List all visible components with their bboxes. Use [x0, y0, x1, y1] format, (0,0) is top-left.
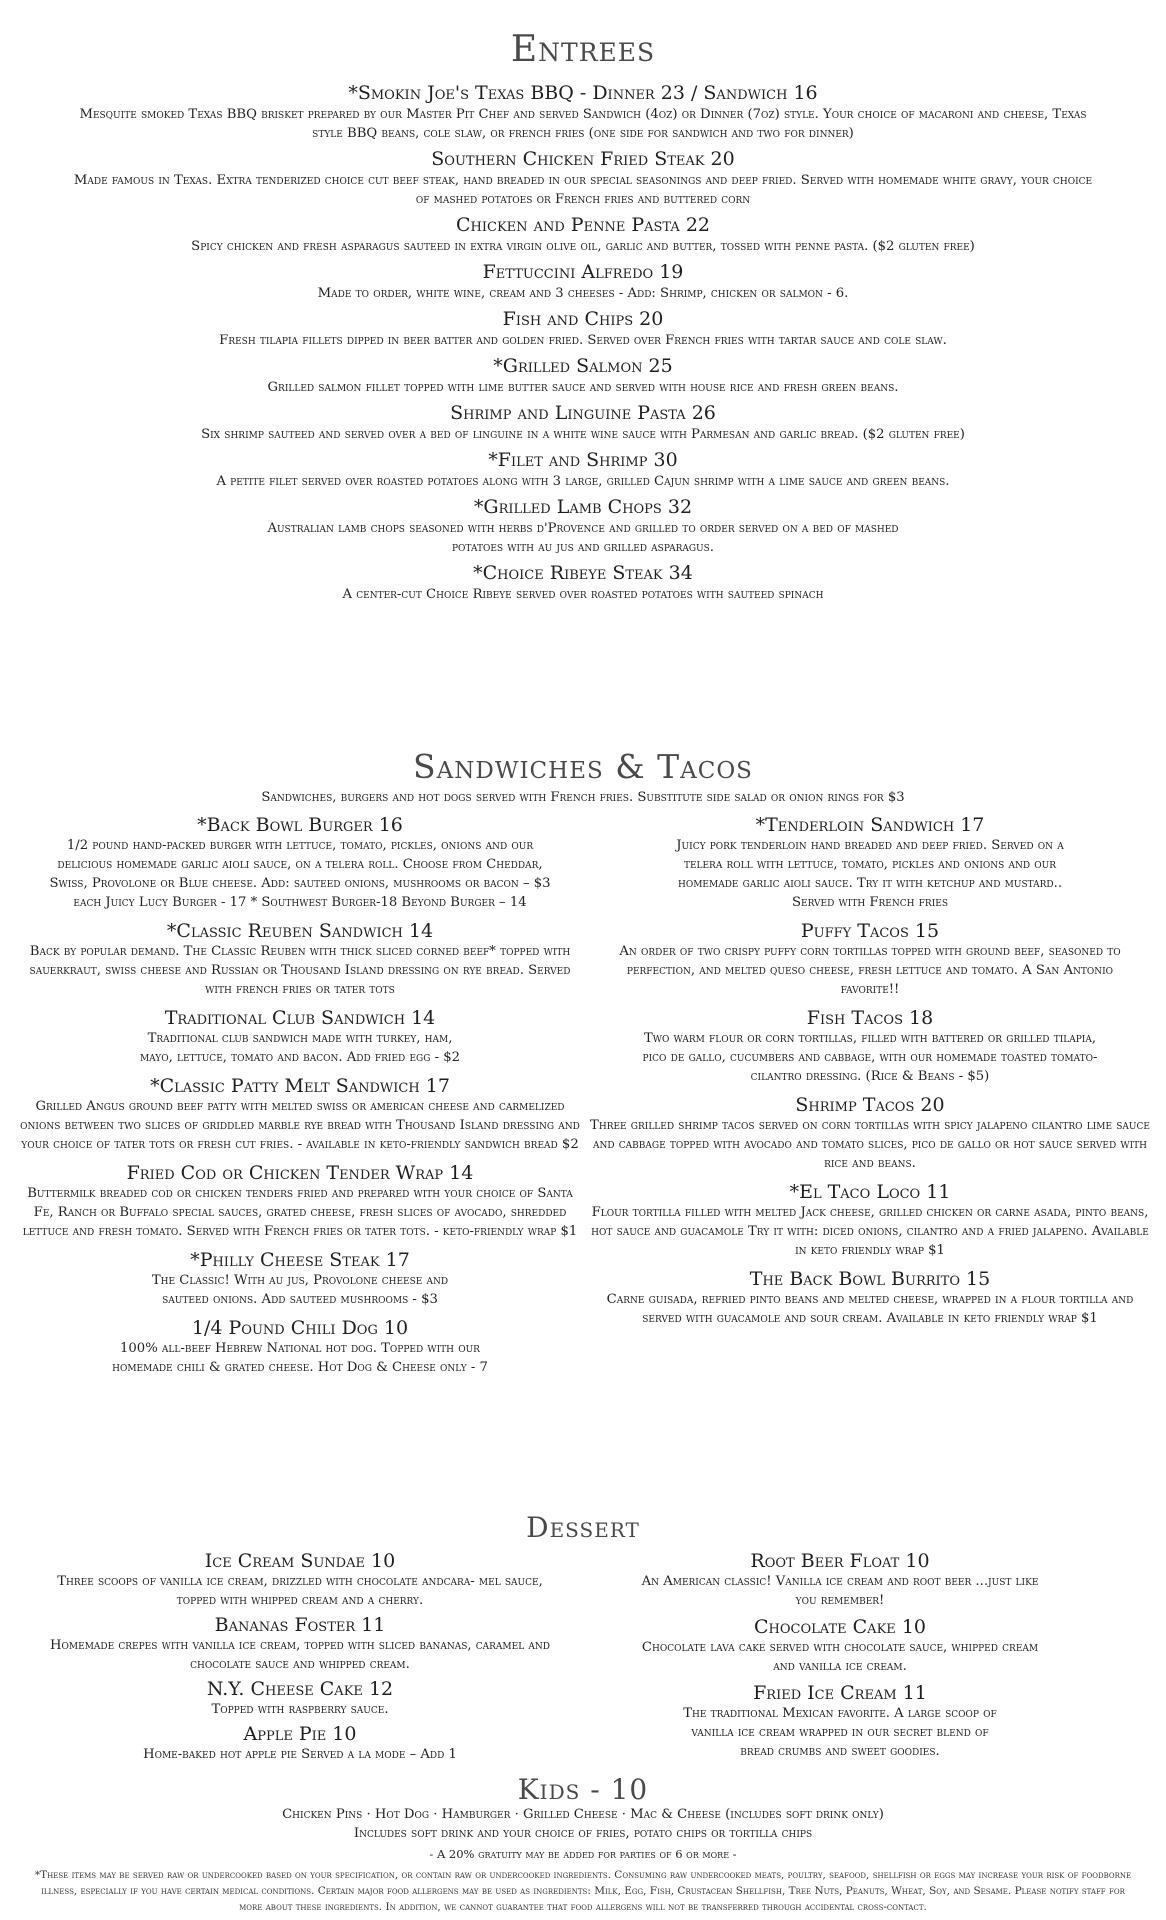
sandwiches-subtitle: Sandwiches, burgers and hot dogs served with French fries. Substitute side salad or onion rings for $3 [261, 790, 905, 805]
item-title: Root Beer Float 10 [750, 1550, 930, 1572]
menu-item [590, 814, 1150, 912]
menu-item [70, 261, 1096, 303]
item-description: Australian lamb chops seasoned with herbs d'Provence and grilled to order served on a bed of mashed potatoes with au jus and grilled asparagus. [267, 521, 899, 555]
menu-item [20, 1007, 580, 1067]
sandwiches-heading: Sandwiches & Tacos [413, 747, 753, 786]
item-description: Three scoops of vanilla ice cream, drizzled with chocolate andcara- mel sauce, topped with whipped cream and a cherry. [57, 1574, 543, 1608]
item-description: Three grilled shrimp tacos served on corn tortillas with spicy jalapeno cilantro lime sauce and cabbage topped with avocado and tomato slices, pico de gallo or hot sauce served with rice and beans. [590, 1118, 1150, 1171]
item-description: Traditional club sandwich made with turkey, ham, mayo, lettuce, tomato and bacon. Add fried egg - $2 [139, 1031, 461, 1065]
item-title: Fried Cod or Chicken Tender Wrap 14 [126, 1162, 474, 1184]
item-title: Puffy Tacos 15 [800, 920, 940, 942]
item-title: Fettuccini Alfredo 19 [482, 261, 684, 283]
menu-item [250, 496, 916, 557]
item-description: Two warm flour or corn tortillas, filled with battered or grilled tilapia, pico de gallo, cucumbers and cabbage, with our homemade toasted tomato-cilantro dressing. (Rice & Beans - $5) [642, 1031, 1098, 1084]
dessert-right-column [640, 1550, 1040, 1767]
item-description: Grilled Angus ground beef patty with melted swiss or american cheese and carmelized onions between two slices of griddled marble rye bread with Thousand Island dressing and your choice of tater tots or fresh cut fries. - available in keto-friendly sandwich bread $2 [20, 1099, 580, 1152]
item-title: *Choice Ribeye Steak 34 [473, 562, 693, 584]
item-title: Traditional Club Sandwich 14 [164, 1007, 436, 1029]
sandwiches-right-column [590, 814, 1150, 1336]
item-title: *Filet and Shrimp 30 [488, 449, 678, 471]
allergen-disclaimer: *These items may be served raw or undercooked based on your specification, or contain raw or undercooked ingredients. Consuming raw undercooked meats, poultry, seafood, shellfish or eggs may increase your risk of foodborne illness, especially if you have certain medical conditions. Certain major food allergens may be used as ingredients: Milk, Egg, Fish, Crustacean Shellfish, Tree Nuts, Peanuts, Wheat, Soy, and Sesame. Please notify staff for more about these ingredients. In addition, we cannot guarantee that food allergens will not be transferred through accidental cross-contact. [34, 1869, 1132, 1913]
menu-item [590, 1094, 1150, 1173]
item-description: An American classic! Vanilla ice cream and root beer ...just like you remember! [641, 1574, 1039, 1608]
item-description: Fresh tilapia fillets dipped in beer batter and golden fried. Served over French fries with tartar sauce and cole slaw. [219, 333, 947, 348]
menu-item [640, 1550, 1040, 1610]
item-title: *Classic Patty Melt Sandwich 17 [150, 1075, 450, 1097]
kids-section [0, 1775, 1166, 1864]
menu-item [20, 814, 580, 912]
menu-item [70, 562, 1096, 604]
item-title: 1/4 Pound Chili Dog 10 [191, 1317, 409, 1339]
menu-item [590, 920, 1150, 999]
item-description: A petite filet served over roasted potatoes along with 3 large, grilled Cajun shrimp with a lime sauce and green beans. [216, 474, 950, 489]
menu-item [640, 1682, 1040, 1761]
entrees-heading: Entrees [510, 29, 656, 70]
item-description: Flour tortilla filled with melted Jack cheese, grilled chicken or carne asada, pinto beans, hot sauce and guacamole Try it with: diced onions, cilantro and a fried jalapeno. Available in keto friendly wrap $1 [591, 1205, 1149, 1258]
item-title: Southern Chicken Fried Steak 20 [431, 148, 735, 170]
kids-includes: Includes soft drink and your choice of fries, potato chips or tortilla chips [353, 1826, 813, 1841]
menu-item [70, 82, 1096, 143]
menu-item [590, 1268, 1150, 1328]
item-title: *Tenderloin Sandwich 17 [755, 814, 985, 836]
item-description: Topped with raspberry sauce. [211, 1702, 389, 1717]
menu-item [50, 1678, 550, 1719]
item-description: Mesquite smoked Texas BBQ brisket prepared by our Master Pit Chef and served Sandwich (4oz) or Dinner (7oz) style. Your choice of macaroni and cheese, Texas style BBQ beans, cole slaw, or french fries (one side for sandwich and two for dinner) [79, 107, 1087, 141]
item-title: *Back Bowl Burger 16 [197, 814, 403, 836]
menu-item [70, 308, 1096, 350]
menu-item [50, 1614, 550, 1674]
item-description: Made famous in Texas. Extra tenderized choice cut beef steak, hand breaded in our special seasonings and deep fried. Served with homemade white gravy, your choice of mashed potatoes or French fries and buttered corn [73, 173, 1093, 207]
entrees-section [0, 30, 1166, 609]
item-title: Chocolate Cake 10 [754, 1616, 926, 1638]
item-description: An order of two crispy puffy corn tortillas topped with ground beef, seasoned to perfection, and melted queso cheese, fresh lettuce and tomato. A San Antonio favorite!! [619, 944, 1121, 997]
item-title: *Philly Cheese Steak 17 [190, 1249, 410, 1271]
item-title: Shrimp Tacos 20 [795, 1094, 945, 1116]
item-title: Fish and Chips 20 [502, 308, 664, 330]
menu-item [70, 355, 1096, 397]
menu-item [50, 1723, 550, 1764]
menu-item [70, 449, 1096, 491]
dessert-left-column [50, 1550, 550, 1768]
item-description: Grilled salmon fillet topped with lime butter sauce and served with house rice and fresh green beans. [267, 380, 899, 395]
item-description: Buttermilk breaded cod or chicken tenders fried and prepared with your choice of Santa Fe, Ranch or Buffalo special sauces, grated cheese, fresh slices of avocado, shredded lettuce and fresh tomato. Served with French fries or tater tots. - keto-friendly wrap $1 [22, 1186, 578, 1239]
kids-items: Chicken Pins · Hot Dog · Hamburger · Grilled Cheese · Mac & Cheese (includes soft drink only) [282, 1807, 884, 1822]
item-description: 100% all-beef Hebrew National hot dog. Topped with our homemade chili & grated cheese. Hot Dog & Cheese only - 7 [112, 1341, 488, 1375]
item-title: Ice Cream Sundae 10 [204, 1550, 396, 1572]
item-description: The Classic! With au jus, Provolone cheese and sauteed onions. Add sauteed mushrooms - $3 [151, 1273, 449, 1307]
sandwiches-tacos-section [0, 747, 1166, 1375]
item-description: Home-baked hot apple pie Served a la mode – Add 1 [143, 1747, 457, 1762]
menu-item [70, 214, 1096, 256]
sandwiches-left-column [20, 814, 580, 1385]
item-title: *Grilled Salmon 25 [493, 355, 673, 377]
menu-item [20, 920, 580, 999]
item-title: Bananas Foster 11 [214, 1614, 386, 1636]
menu-item [590, 1181, 1150, 1260]
item-title: Shrimp and Linguine Pasta 26 [450, 402, 716, 424]
item-title: Fish Tacos 18 [806, 1007, 934, 1029]
item-title: Chicken and Penne Pasta 22 [456, 214, 710, 236]
menu-item [20, 1317, 580, 1377]
item-title: Apple Pie 10 [243, 1723, 357, 1745]
item-description: Juicy pork tenderloin hand breaded and deep fried. Served on a telera roll with lettuce, tomato, pickles and onions and our homemade garlic aioli sauce. Try it with ketchup and mustard.. Served with French fries [676, 838, 1064, 910]
item-description: Homemade crepes with vanilla ice cream, topped with sliced bananas, caramel and chocolate sauce and whipped cream. [50, 1638, 550, 1672]
item-description: A center-cut Choice Ribeye served over roasted potatoes with sauteed spinach [342, 587, 824, 602]
item-title: N.Y. Cheese Cake 12 [206, 1678, 394, 1700]
item-title: *Grilled Lamb Chops 32 [473, 496, 693, 518]
menu-item [640, 1616, 1040, 1676]
menu-item [590, 1007, 1150, 1086]
entrees-list [0, 82, 1166, 604]
menu-item [20, 1075, 580, 1154]
item-description: The traditional Mexican favorite. A large scoop of vanilla ice cream wrapped in our secret blend of bread crumbs and sweet goodies. [683, 1706, 997, 1759]
item-title: *Classic Reuben Sandwich 14 [166, 920, 434, 942]
item-description: Chocolate lava cake served with chocolate sauce, whipped cream and vanilla ice cream. [641, 1640, 1039, 1674]
menu-item [70, 148, 1096, 209]
item-description: Six shrimp sauteed and served over a bed of linguine in a white wine sauce with Parmesan and garlic bread. ($2 gluten free) [201, 427, 965, 442]
item-description: Spicy chicken and fresh asparagus sauteed in extra virgin olive oil, garlic and butter, tossed with penne pasta. ($2 gluten free) [191, 239, 975, 254]
kids-heading: Kids - 10 [517, 1773, 649, 1806]
item-description: Carne guisada, refried pinto beans and melted cheese, wrapped in a flour tortilla and served with guacamole and sour cream. Available in keto friendly wrap $1 [606, 1292, 1134, 1326]
item-description: Back by popular demand. The Classic Reuben with thick sliced corned beef* topped with sauerkraut, swiss cheese and Russian or Thousand Island dressing on rye bread. Served with french fries or tater tots [29, 944, 571, 997]
dessert-heading: Dessert [526, 1511, 640, 1544]
menu-item [20, 1162, 580, 1241]
item-description: Made to order, white wine, cream and 3 cheeses - Add: Shrimp, chicken or salmon - 6. [317, 286, 849, 301]
item-description: 1/2 pound hand-packed burger with lettuce, tomato, pickles, onions and our delicious homemade garlic aioli sauce, on a telera roll. Choose from Cheddar, Swiss, Provolone or Blue cheese. Add: sauteed onions, mushrooms or bacon – $3 each Juicy Lucy Burger - 17 * Southwest Burger-18 Beyond Burger – 14 [49, 838, 551, 910]
item-title: Fried Ice Cream 11 [753, 1682, 927, 1704]
menu-item [50, 1550, 550, 1610]
item-title: The Back Bowl Burrito 15 [749, 1268, 991, 1290]
item-title: *Smokin Joe's Texas BBQ - Dinner 23 / Sandwich 16 [348, 82, 818, 104]
gratuity-note: - A 20% gratuity may be added for parties of 6 or more - [429, 1847, 737, 1861]
dessert-section [0, 1511, 1166, 1762]
item-title: *El Taco Loco 11 [789, 1181, 951, 1203]
menu-item [20, 1249, 580, 1309]
menu-item [70, 402, 1096, 444]
